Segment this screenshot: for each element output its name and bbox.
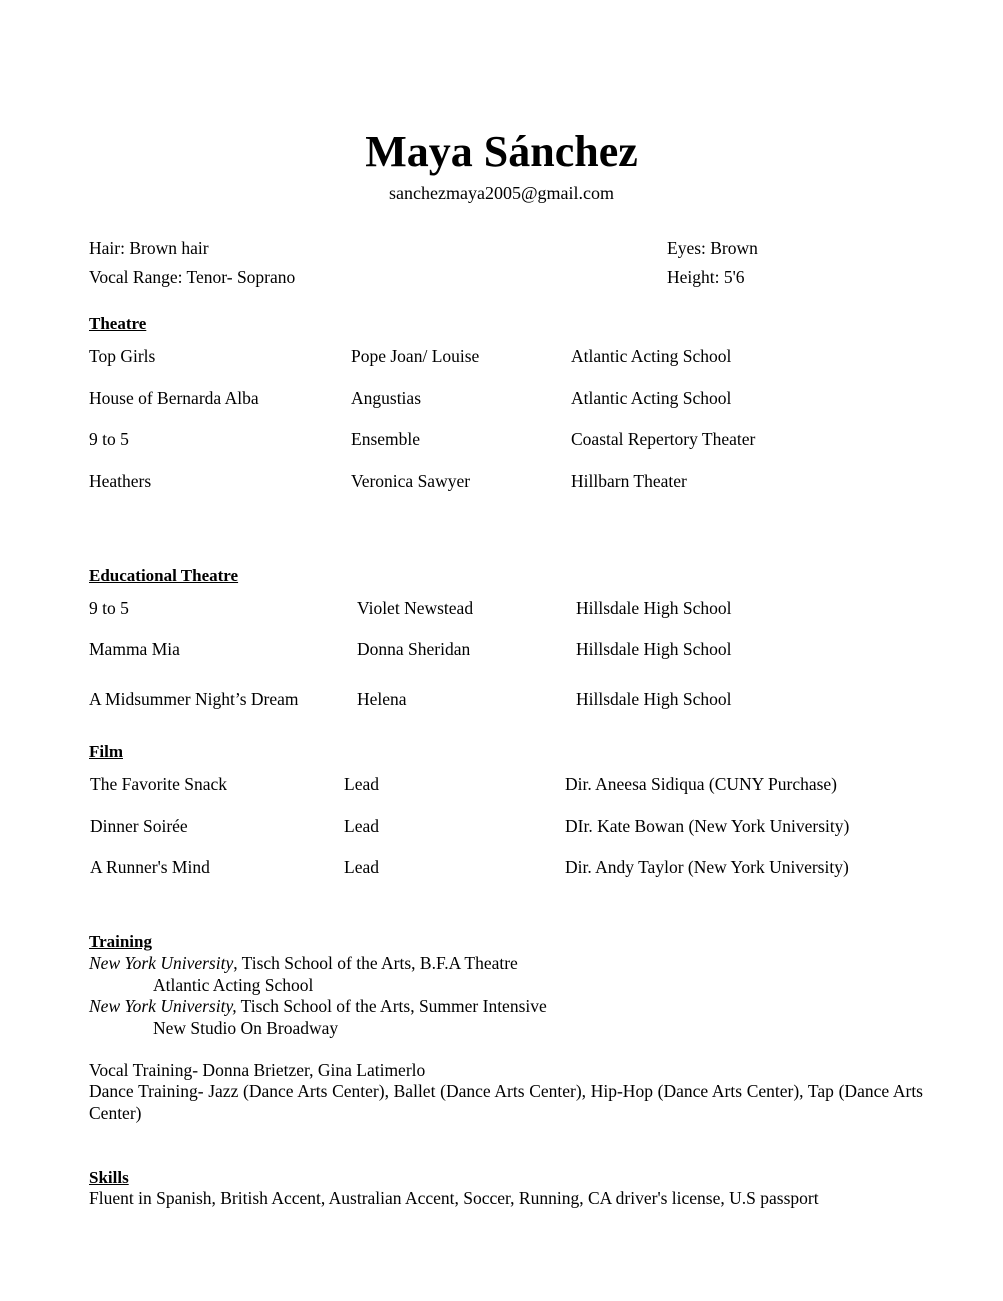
film-director: DIr. Kate Bowan (New York University) <box>565 816 850 836</box>
training-line: New York University, Tisch School of the Arts, Summer Intensive <box>89 996 547 1016</box>
height-attribute: Height: 5'6 <box>667 267 745 287</box>
film-title: The Favorite Snack <box>90 774 228 794</box>
theatre-role: Angustias <box>351 388 421 408</box>
film-role: Lead <box>344 774 379 794</box>
film-director: Dir. Aneesa Sidiqua (CUNY Purchase) <box>565 774 838 794</box>
theatre-role: Pope Joan/ Louise <box>351 346 480 366</box>
skills-text: Fluent in Spanish, British Accent, Australian Accent, Soccer, Running, CA driver's license, U.S passport <box>89 1188 819 1208</box>
theatre-role: Veronica Sawyer <box>351 471 471 491</box>
hair-attribute: Hair: Brown hair <box>89 238 209 258</box>
dance-training: Dance Training- Jazz (Dance Arts Center), Ballet (Dance Arts Center), Hip-Hop (Dance Arts Center), Tap (Dance Arts Center) <box>89 1081 923 1123</box>
film-heading: Film <box>89 742 123 761</box>
film-title: Dinner Soirée <box>90 816 188 836</box>
film-role: Lead <box>344 857 379 877</box>
training-heading: Training <box>89 932 152 951</box>
educational-venue: Hillsdale High School <box>576 598 732 618</box>
educational-venue: Hillsdale High School <box>576 639 732 659</box>
theatre-venue: Atlantic Acting School <box>571 346 732 366</box>
theatre-show: Heathers <box>89 471 152 491</box>
film-title: A Runner's Mind <box>90 857 210 877</box>
eyes-attribute: Eyes: Brown <box>667 238 758 258</box>
theatre-show: Top Girls <box>89 346 156 366</box>
theatre-venue: Atlantic Acting School <box>571 388 732 408</box>
training-line: Atlantic Acting School <box>153 974 314 995</box>
training-list <box>89 953 547 1039</box>
theatre-role: Ensemble <box>351 429 421 449</box>
theatre-venue: Coastal Repertory Theater <box>571 429 756 449</box>
educational-theatre-heading: Educational Theatre <box>89 566 239 585</box>
educational-role: Violet Newstead <box>357 598 474 618</box>
educational-role: Helena <box>357 689 407 709</box>
educational-venue: Hillsdale High School <box>576 689 732 709</box>
skills-heading: Skills <box>89 1168 129 1187</box>
vocal-training: Vocal Training- Donna Brietzer, Gina Latimerlo <box>89 1060 426 1080</box>
film-role: Lead <box>344 816 379 836</box>
educational-show: Mamma Mia <box>89 639 180 659</box>
training-line: New York University, Tisch School of the Arts, B.F.A Theatre <box>89 953 518 973</box>
educational-show: A Midsummer Night’s Dream <box>89 689 299 709</box>
theatre-heading: Theatre <box>89 314 147 333</box>
theatre-venue: Hillbarn Theater <box>571 471 687 491</box>
educational-show: 9 to 5 <box>89 598 129 618</box>
vocal-range-attribute: Vocal Range: Tenor- Soprano <box>89 267 296 287</box>
email: sanchezmaya2005@gmail.com <box>389 183 614 203</box>
educational-role: Donna Sheridan <box>357 639 471 659</box>
film-director: Dir. Andy Taylor (New York University) <box>565 857 849 877</box>
training-line: New Studio On Broadway <box>153 1017 339 1038</box>
theatre-show: 9 to 5 <box>89 429 129 449</box>
theatre-show: House of Bernarda Alba <box>89 388 259 408</box>
resume-name: Maya Sánchez <box>365 127 638 176</box>
